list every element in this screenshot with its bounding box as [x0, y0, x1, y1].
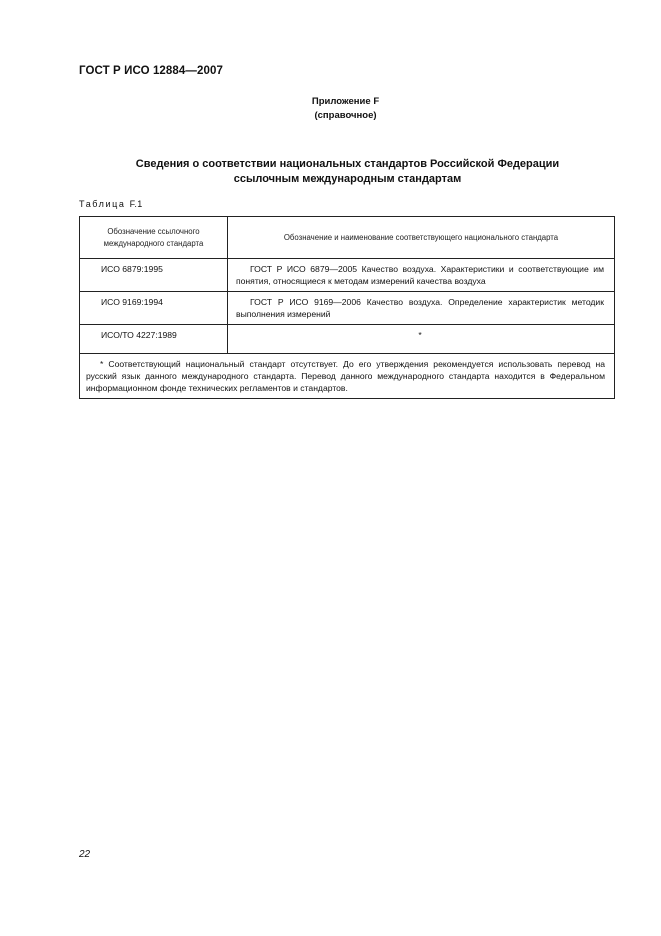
- reference-standards-table: [79, 216, 615, 399]
- section-title-line2: ссылочным международным стандартам: [233, 173, 462, 185]
- cell-international-ref: ИСО/ТО 4227:1989: [80, 325, 228, 354]
- section-title-line1: Сведения о соответствии национальных стандартов Российской Федерации: [135, 158, 560, 170]
- table-caption-word: Таблица: [79, 199, 126, 209]
- table-footnote: [80, 354, 615, 399]
- table-caption-number: F.1: [129, 199, 143, 209]
- page-number: 22: [79, 849, 91, 860]
- table-header-row: [80, 217, 615, 259]
- cell-national-standard: [228, 259, 615, 292]
- header-national-standard: Обозначение и наименование соответствующего национального стандарта: [228, 217, 615, 259]
- table-row: [80, 292, 615, 325]
- table-row: [80, 325, 615, 354]
- cell-international-ref: ИСО 9169:1994: [80, 292, 228, 325]
- cell-international-ref: ИСО 6879:1995: [80, 259, 228, 292]
- table-caption: [79, 199, 143, 209]
- section-title: [79, 157, 616, 187]
- national-standard-text: ГОСТ Р ИСО 6879—2005 Качество воздуха. Характеристики и соответствующие им понятия, относящиеся к методам измерений качества воздуха: [236, 264, 604, 286]
- header-international-standard: Обозначение ссылочного международного стандарта: [80, 217, 228, 259]
- cell-national-standard: *: [228, 325, 615, 354]
- annex-subtitle: (справочное): [314, 110, 377, 121]
- annex-title: Приложение F: [311, 96, 380, 107]
- document-code: ГОСТ Р ИСО 12884—2007: [79, 65, 224, 77]
- table-row: [80, 259, 615, 292]
- cell-national-standard: [228, 292, 615, 325]
- annex-heading: [0, 95, 661, 123]
- national-standard-text: ГОСТ Р ИСО 9169—2006 Качество воздуха. Определение характеристик методик выполнения измерений: [236, 297, 604, 319]
- footnote-text: * Соответствующий национальный стандарт отсутствует. До его утверждения рекомендуется использовать перевод на русский язык данного международного стандарта. Перевод данного международного стандарта находится в Федеральном информационном фонде технических регламентов и стандартов.: [86, 359, 605, 393]
- table-footnote-row: [80, 354, 615, 399]
